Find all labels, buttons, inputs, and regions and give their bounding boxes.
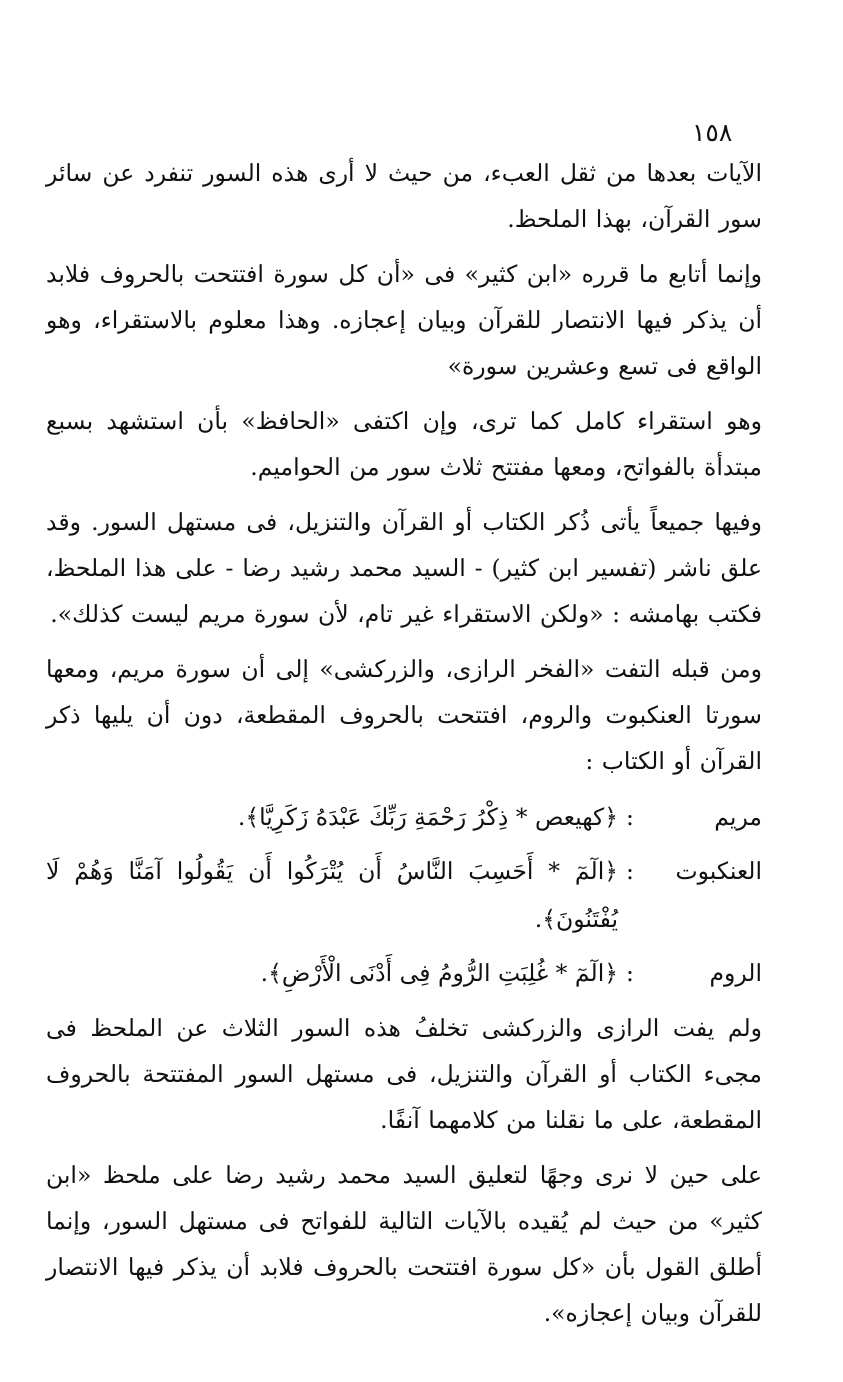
verse-label: الروم xyxy=(709,959,762,987)
page-number: ١٥٨ xyxy=(692,118,733,147)
verse-row-rum xyxy=(46,949,762,997)
verse-separator: : xyxy=(626,857,634,885)
verse-row-maryam xyxy=(46,793,762,841)
paragraph-2: وإنما أتابع ما قرره «ابن كثير» فى «أن كل سورة افتتحت بالحروف فلابد أن يذكر فيها الانتصار للقرآن وبيان إعجازه. وهذا معلوم بالاستقراء، وهو الواقع فى تسع وعشرين سورة» xyxy=(46,260,762,380)
verse-label: مريم xyxy=(714,803,762,831)
verse-text: ﴿الٓمٓ * غُلِبَتِ الرُّومُ فِى أَدْنَى الْأَرْضِ﴾. xyxy=(260,959,618,987)
paragraph-1: الآيات بعدها من ثقل العبء، من حيث لا أرى هذه السور تنفرد عن سائر سور القرآن، بهذا الملحظ. xyxy=(46,159,762,233)
paragraph-5: ومن قبله التفت «الفخر الرازى، والزركشى» إلى أن سورة مريم، ومعها سورتا العنكبوت والروم، افتتحت بالحروف المقطعة، دون أن يليها ذكر القرآن أو الكتاب : xyxy=(46,655,762,775)
page-body xyxy=(46,150,762,1345)
verse-row-ankabut xyxy=(46,847,762,943)
paragraph-7: على حين لا نرى وجهًا لتعليق السيد محمد رشيد رضا على ملحظ «ابن كثير» من حيث لم يُقيده بالآيات التالية للفواتح فى مستهل السور، وإنما أطلق القول بأن «كل سورة افتتحت بالحروف فلابد أن يذكر فيها الانتصار للقرآن وبيان إعجازه». xyxy=(46,1161,762,1327)
paragraph-3: وهو استقراء كامل كما ترى، وإن اكتفى «الحافظ» بأن استشهد بسبع مبتدأة بالفواتح، ومعها مفتتح ثلاث سور من الحواميم. xyxy=(46,407,762,481)
paragraph-6: ولم يفت الرازى والزركشى تخلفُ هذه السور الثلاث عن الملحظ فى مجىء الكتاب أو القرآن والتنزيل، فى مستهل السور المفتتحة بالحروف المقطعة، على ما نقلنا من كلامهما آنفًا. xyxy=(46,1014,762,1134)
verse-label: العنكبوت xyxy=(675,857,762,885)
verse-separator: : xyxy=(626,959,634,987)
quran-verses-block xyxy=(46,793,762,997)
verse-text: ﴿كهيعص * ذِكْرُ رَحْمَةِ رَبِّكَ عَبْدَهُ زَكَرِيَّا﴾. xyxy=(237,803,618,831)
verse-text: ﴿الٓمٓ * أَحَسِبَ النَّاسُ أَن يُتْرَكُوا أَن يَقُولُوا آمَنَّا وَهُمْ لَا يُفْتَنُونَ﴾. xyxy=(46,857,618,933)
paragraph-4: وفيها جميعاً يأتى ذُكر الكتاب أو القرآن والتنزيل، فى مستهل السور. وقد علق ناشر (تفسير ابن كثير) - السيد محمد رشيد رضا - على هذا الملحظ، فكتب بهامشه : «ولكن الاستقراء غير تام، لأن سورة مريم ليست كذلك». xyxy=(46,508,762,628)
verse-separator: : xyxy=(626,803,634,831)
